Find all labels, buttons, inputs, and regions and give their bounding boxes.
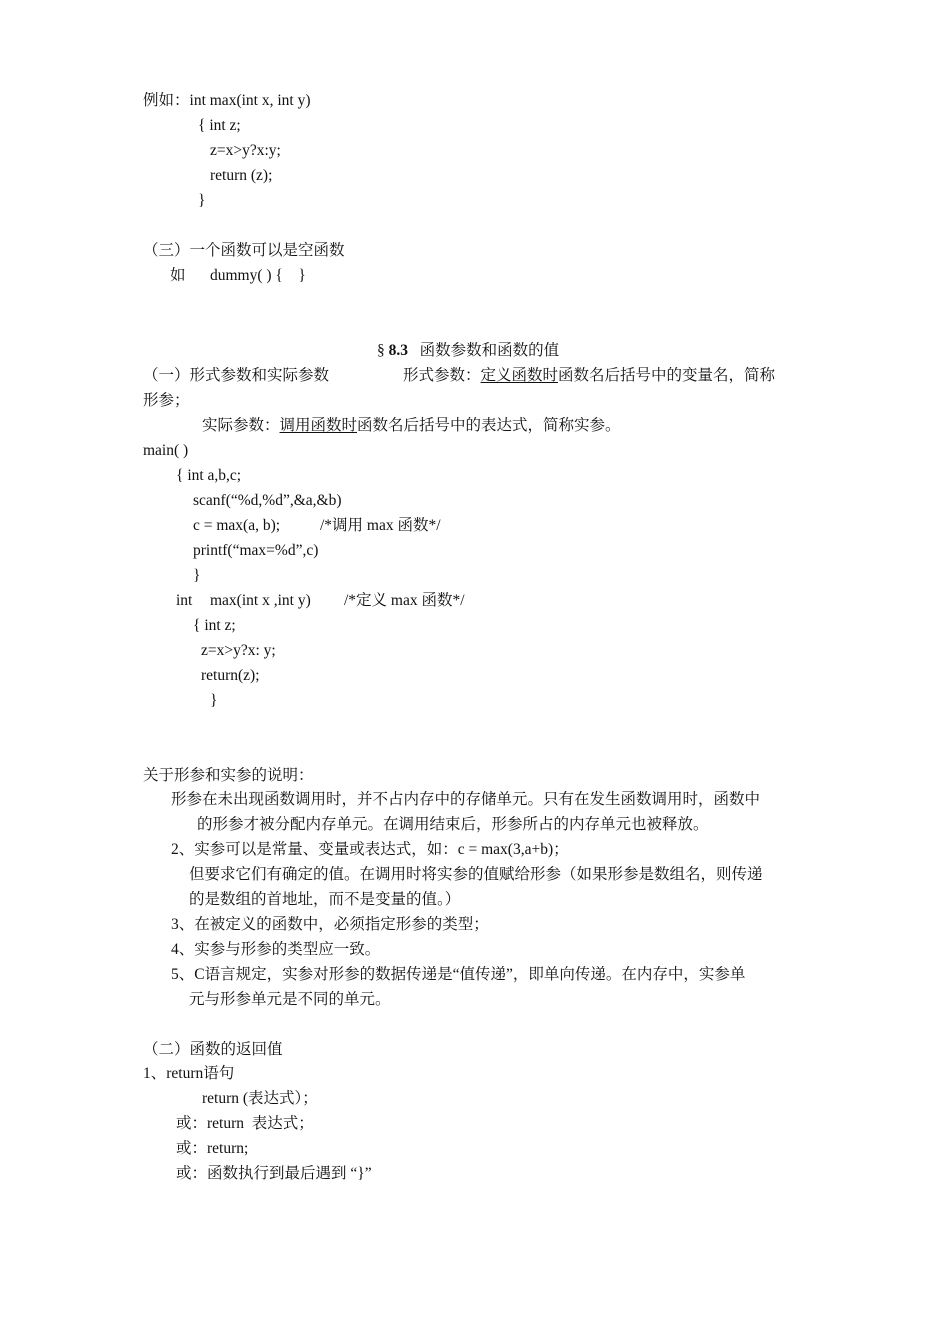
section-title: （三）一个函数可以是空函数 [143,242,345,259]
note-text: 元与形参单元是不同的单元。 [189,991,391,1008]
example-prefix: 如 [170,267,186,284]
actual-underlined: 调用函数时 [279,417,358,434]
code-line: return (表达式）； [202,1090,318,1107]
code-line: main( ) [143,442,189,459]
code-line: c = max(a, b); [193,517,281,534]
actual-rest: 函数名后括号中的表达式，简称实参。 [357,417,621,434]
code-line: { int z; [198,117,241,134]
formal-wrap: 形参； [143,392,190,409]
section-heading-text: 函数参数和函数的值 [419,342,560,359]
section-number: 8.3 [388,342,408,359]
note-text: 的形参才被分配内存单元。在调用结束后，形参所占的内存单元也被释放。 [197,816,709,833]
example-function-header: int max(int x, int y) [189,92,311,109]
code-line: printf(“max=%d”,c) [193,542,319,559]
code-keyword: int [176,592,193,609]
section-heading [377,341,559,361]
note-text: 4、实参与形参的类型应一致。 [171,941,381,958]
section-symbol: § [377,342,385,359]
formal-prefix: 形式参数： [403,367,481,384]
code-line: z=x>y?x:y; [210,142,281,159]
code-line: 或：return 表达式； [176,1115,314,1132]
example-line [143,91,311,111]
actual-parameter-definition [202,416,621,436]
code-comment: /*调用 max 函数*/ [320,517,441,534]
code-line: max(int x ,int y) [210,592,311,609]
formal-underlined: 定义函数时 [480,367,559,384]
note-text: 的是数组的首地址，而不是变量的值。） [189,891,461,908]
code-line: 或：return; [176,1140,249,1157]
code-line: } [193,567,201,584]
part-title: （二）函数的返回值 [143,1041,283,1058]
note-text: 但要求它们有确定的值。在调用时将实参的值赋给形参（如果形参是数组名，则传递 [189,866,763,883]
note-text: 形参在未出现函数调用时，并不占内存中的存储单元。只有在发生函数调用时，函数中 [171,791,761,808]
note-text: 3、在被定义的函数中，必须指定形参的类型； [171,916,489,933]
notes-title: 关于形参和实参的说明： [143,767,314,784]
part-title: （一）形式参数和实际参数 [143,367,330,384]
code-line: scanf(“%d,%d”,&a,&b) [193,492,342,509]
note-text: 5、C语言规定，实参对形参的数据传递是“值传递”，即单向传递。在内存中，实参单 [171,966,746,983]
note-text: 2、实参可以是常量、变量或表达式，如：c = max(3,a+b)； [171,841,569,858]
formal-rest: 函数名后括号中的变量名，简称 [558,367,776,384]
code-line: return(z); [201,667,260,684]
code-line: { int a,b,c; [176,467,242,484]
code-line: { int z; [193,617,236,634]
formal-parameter-definition [403,366,775,386]
code-line: } [198,192,206,209]
code-comment: /*定义 max 函数*/ [344,592,465,609]
actual-prefix: 实际参数： [202,417,280,434]
code-line: 或：函数执行到最后遇到 “}” [176,1165,372,1182]
example-label: 例如： [143,92,190,109]
code-line: z=x>y?x: y; [201,642,276,659]
list-item: 1、return语句 [143,1065,235,1082]
code-line: dummy( ) { } [210,267,306,284]
code-line: return (z); [210,167,273,184]
code-line: } [210,692,218,709]
